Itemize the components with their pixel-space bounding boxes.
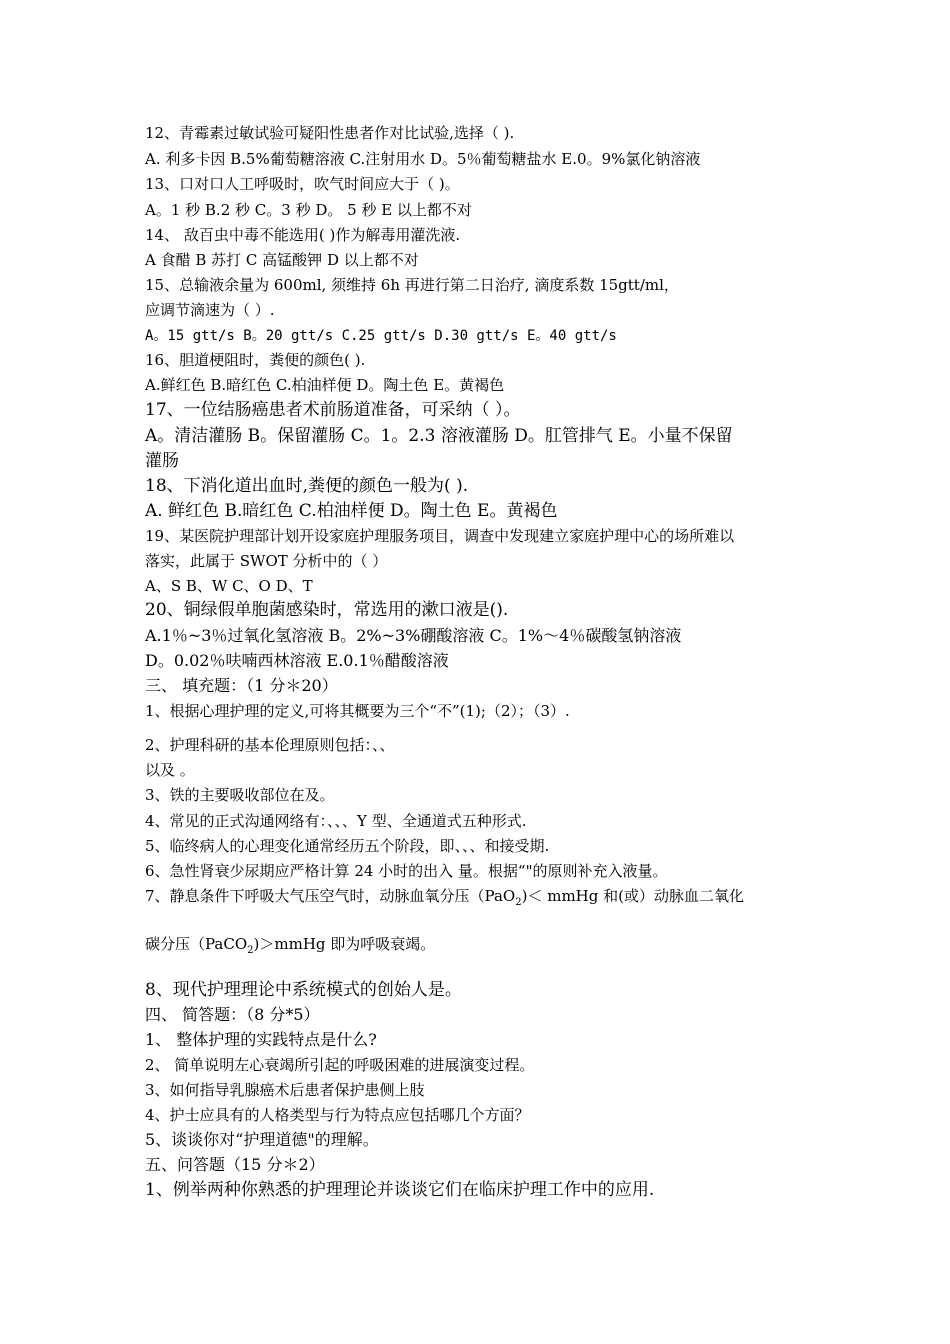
q14-options: A 食醋 B 苏打 C 高锰酸钾 D 以上都不对 (145, 251, 419, 269)
q15-options: A。15 gtt/s B。20 gtt/s C.25 gtt/s D.30 gtt/s E。40 gtt/s (145, 328, 617, 344)
q12-options: A. 利多卡因 B.5%葡萄糖溶液 C.注射用水 D。5％葡萄糖盐水 E.0。9%氯化钠溶液 (145, 150, 701, 168)
q19-question-cont: 落实，此属于 SWOT 分析中的（ ） (145, 552, 388, 570)
q16-question: 16、胆道梗阻时，粪便的颜色( ). (145, 351, 366, 369)
short-2: 2、 简单说明左心衰竭所引起的呼吸困难的进展演变过程。 (145, 1056, 535, 1074)
q12-question: 12、青霉素过敏试验可疑阳性患者作对比试验,选择（ ). (145, 124, 515, 142)
section-3-heading: 三、 填充题：（1 分＊20） (145, 676, 338, 695)
q14-question: 14、 敌百虫中毒不能选用( )作为解毒用灌洗液. (145, 226, 461, 244)
essay-1: 1、例举两种你熟悉的护理理论并谈谈它们在临床护理工作中的应用. (145, 1180, 655, 1200)
q15-question: 15、总输液余量为 600ml, 须维持 6h 再进行第二日治疗, 滴度系数 15gtt/ml， (145, 276, 679, 294)
fill-4: 4、常见的正式沟通网络有：、、、Y 型、全通道式五种形式. (145, 812, 527, 830)
fill-2-cont: 以及 。 (145, 761, 195, 779)
fill-8: 8、现代护理理论中系统模式的创始人是。 (145, 980, 462, 1000)
section-4-heading: 四、 简答题：（8 分*5） (145, 1005, 320, 1024)
fill-7: 7、静息条件下呼吸大气压空气时，动脉血氧分压（PaO$_2$)＜ mmHg 和(或）动脉血二氧化 (145, 887, 744, 908)
q20-options-cont: D。0.02％呋喃西林溶液 E.0.1％醋酸溶液 (145, 651, 449, 670)
fill-1: 1、根据心理护理的定义,可将其概要为三个“不”(1);（2）；（3）. (145, 702, 570, 720)
short-1: 1、 整体护理的实践特点是什么? (145, 1030, 377, 1049)
q19-question: 19、某医院护理部计划开设家庭护理服务项目，调查中发现建立家庭护理中心的场所难以 (145, 527, 735, 545)
q18-question: 18、下消化道出血时,粪便的颜色一般为( ). (145, 476, 469, 496)
q20-question: 20、铜绿假单胞菌感染时，常选用的漱口液是(). (145, 600, 509, 620)
fill-7-cont: 碳分压（PaCO$_2$)＞mmHg 即为呼吸衰竭。 (145, 935, 436, 956)
section-5-heading: 五、问答题（15 分＊2） (145, 1155, 325, 1174)
fill-2: 2、护理科研的基本伦理原则包括：、、 (145, 736, 395, 754)
q17-options-cont: 灌肠 (145, 451, 179, 471)
q20-options: A.1％~3％过氧化氢溶液 B。2%~3%硼酸溶液 C。1%～4％碳酸氢钠溶液 (145, 626, 682, 645)
short-5: 5、谈谈你对“护理道德"的理解。 (145, 1130, 379, 1149)
fill-5: 5、临终病人的心理变化通常经历五个阶段，即、、、和接受期. (145, 837, 550, 855)
q13-question: 13、口对口人工呼吸时，吹气时间应大于（ )。 (145, 175, 460, 193)
q19-options: A、S B、W C、O D、T (145, 577, 313, 595)
q17-question: 17、一位结肠癌患者术前肠道准备，可采纳（ ）。 (145, 400, 521, 420)
q13-options: A。1 秒 B.2 秒 C。3 秒 D。 5 秒 E 以上都不对 (145, 201, 472, 219)
short-3: 3、如何指导乳腺癌术后患者保护患侧上肢 (145, 1081, 425, 1099)
fill-3: 3、铁的主要吸收部位在及。 (145, 786, 335, 804)
q18-options: A. 鲜红色 B.暗红色 C.柏油样便 D。陶土色 E。黄褐色 (145, 501, 558, 521)
q15-question-cont: 应调节滴速为（ ）. (145, 301, 275, 319)
fill-6: 6、急性肾衰少尿期应严格计算 24 小时的出入 量。根据“"的原则补充入液量。 (145, 862, 668, 880)
q16-options: A.鲜红色 B.暗红色 C.柏油样便 D。陶土色 E。黄褐色 (145, 376, 505, 394)
short-4: 4、护士应具有的人格类型与行为特点应包括哪几个方面？ (145, 1106, 530, 1124)
q17-options: A。清洁灌肠 B。保留灌肠 C。1。2.3 溶液灌肠 D。肛管排气 E。小量不保留 (145, 426, 733, 446)
